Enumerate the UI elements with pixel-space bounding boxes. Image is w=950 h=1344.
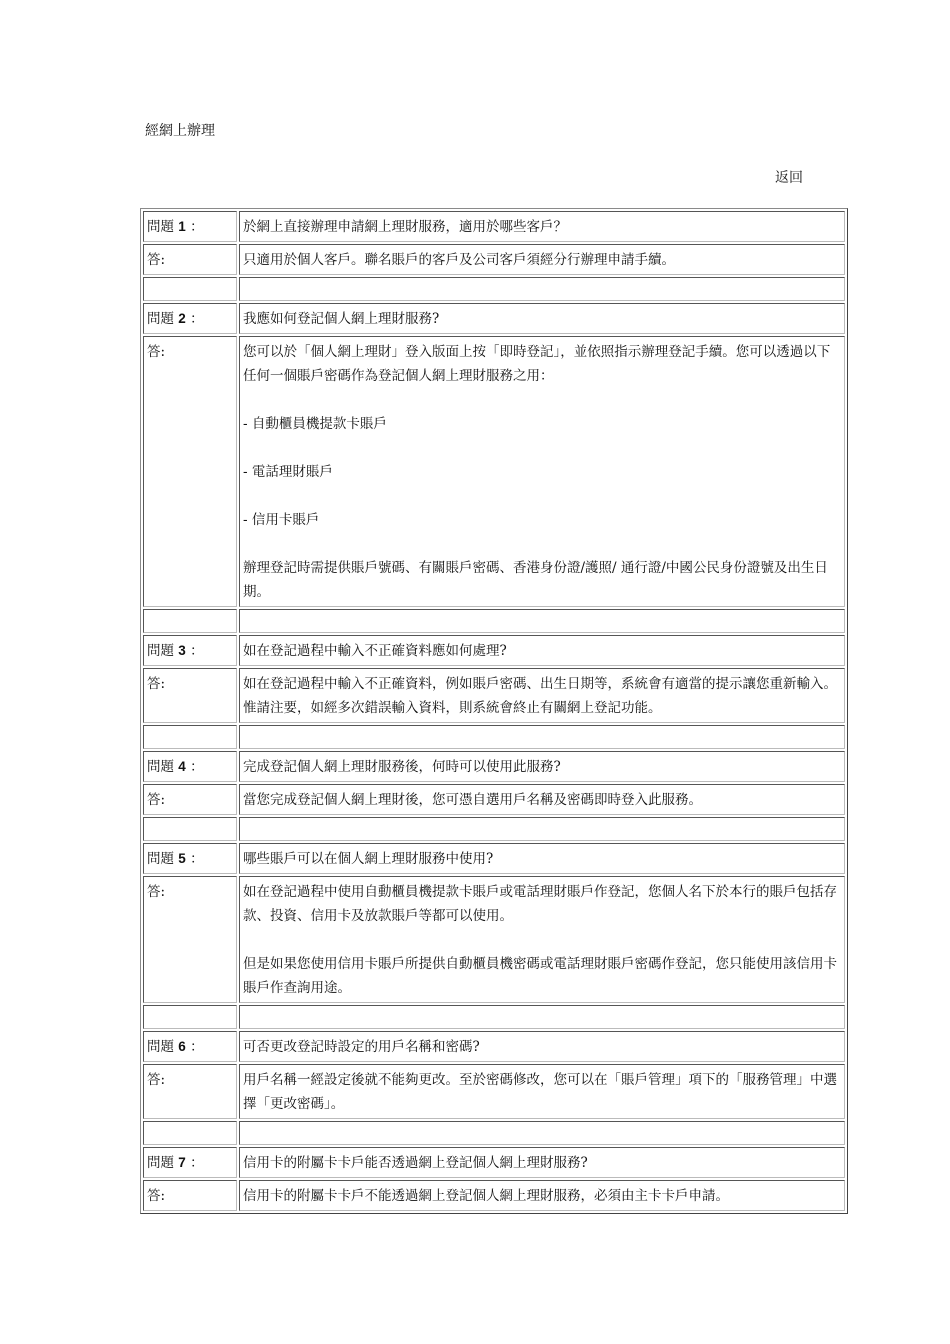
answer-cell <box>239 1180 845 1211</box>
question-label-cell <box>143 1031 237 1062</box>
spacer-cell <box>239 1005 845 1029</box>
question-number: 7 <box>178 1155 186 1170</box>
paragraph-gap <box>243 532 841 556</box>
question-text: 哪些賬戶可以在個人網上理財服務中使用? <box>239 843 845 874</box>
question-prefix: 問題 <box>147 1155 174 1171</box>
page-title: 經網上辦理 <box>145 123 215 139</box>
faq-table <box>140 208 848 1214</box>
answer-label: 答: <box>143 336 237 607</box>
question-prefix: 問題 <box>147 219 174 235</box>
answer-label: 答: <box>143 1180 237 1211</box>
spacer-cell <box>143 1121 237 1145</box>
answer-paragraph: 如在登記過程中輸入不正確資料，例如賬戶密碼、出生日期等，系統會有適當的提示讓您重新輸入。惟請注要，如經多次錯誤輸入資料，則系統會終止有關網上登記功能。 <box>243 676 837 716</box>
answer-paragraph: 您可以於「個人網上理財」登入版面上按「即時登記」，並依照指示辦理登記手續。您可以透過以下任何一個賬戶密碼作為登記個人網上理財服務之用： <box>243 344 831 384</box>
question-row <box>143 1031 845 1062</box>
answer-paragraph: 當您完成登記個人網上理財後，您可憑自選用戶名稱及密碼即時登入此服務。 <box>243 792 702 808</box>
spacer-row <box>143 277 845 301</box>
paragraph-gap <box>243 388 841 412</box>
answer-label: 答: <box>143 668 237 723</box>
answer-paragraph: - 電話理財賬戶 <box>243 464 333 480</box>
answer-row <box>143 244 845 275</box>
answer-paragraph: 辦理登記時需提供賬戶號碼、有關賬戶密碼、香港身份證/護照/ 通行證/中國公民身份證號及出生日期。 <box>243 560 828 600</box>
question-row <box>143 635 845 666</box>
spacer-row <box>143 1005 845 1029</box>
question-row <box>143 303 845 334</box>
spacer-row <box>143 1121 845 1145</box>
answer-cell <box>239 784 845 815</box>
answer-row <box>143 336 845 607</box>
answer-label: 答: <box>143 876 237 1003</box>
question-number: 4 <box>178 759 186 774</box>
question-prefix: 問題 <box>147 643 174 659</box>
question-number: 5 <box>178 851 186 866</box>
question-label-cell <box>143 843 237 874</box>
answer-cell <box>239 1064 845 1119</box>
answer-row <box>143 1064 845 1119</box>
spacer-cell <box>143 817 237 841</box>
question-text: 可否更改登記時設定的用戶名稱和密碼? <box>239 1031 845 1062</box>
question-number: 3 <box>178 643 186 658</box>
answer-label: 答: <box>143 244 237 275</box>
paragraph-gap <box>243 484 841 508</box>
question-label-cell <box>143 1147 237 1178</box>
answer-label: 答: <box>143 1064 237 1119</box>
answer-paragraph: - 自動櫃員機提款卡賬戶 <box>243 416 387 432</box>
answer-row <box>143 876 845 1003</box>
question-row <box>143 211 845 242</box>
question-colon: ： <box>190 311 204 327</box>
paragraph-gap <box>243 928 841 952</box>
spacer-row <box>143 725 845 749</box>
question-number: 1 <box>178 219 186 234</box>
answer-paragraph: 用戶名稱一經設定後就不能夠更改。至於密碼修改，您可以在「賬戶管理」項下的「服務管理」中選擇「更改密碼」。 <box>243 1072 837 1112</box>
spacer-cell <box>239 609 845 633</box>
question-text: 完成登記個人網上理財服務後，何時可以使用此服務? <box>239 751 845 782</box>
question-label-cell <box>143 635 237 666</box>
question-label-cell <box>143 751 237 782</box>
question-colon: ： <box>190 759 204 775</box>
question-number: 2 <box>178 311 186 326</box>
answer-cell <box>239 244 845 275</box>
answer-cell <box>239 668 845 723</box>
answer-label: 答: <box>143 784 237 815</box>
answer-cell <box>239 876 845 1003</box>
question-colon: ： <box>190 219 204 235</box>
question-prefix: 問題 <box>147 759 174 775</box>
question-row <box>143 843 845 874</box>
spacer-cell <box>143 277 237 301</box>
paragraph-gap <box>243 436 841 460</box>
spacer-cell <box>239 277 845 301</box>
spacer-cell <box>239 1121 845 1145</box>
question-text: 如在登記過程中輸入不正確資料應如何處理? <box>239 635 845 666</box>
answer-row <box>143 784 845 815</box>
question-text: 信用卡的附屬卡卡戶能否透過網上登記個人網上理財服務? <box>239 1147 845 1178</box>
question-label-cell <box>143 211 237 242</box>
question-text: 於網上直接辦理申請網上理財服務，適用於哪些客戶？ <box>239 211 845 242</box>
spacer-row <box>143 817 845 841</box>
question-label-cell <box>143 303 237 334</box>
spacer-cell <box>143 609 237 633</box>
question-prefix: 問題 <box>147 851 174 867</box>
answer-paragraph: 信用卡的附屬卡卡戶不能透過網上登記個人網上理財服務，必須由主卡卡戶申請。 <box>243 1188 729 1204</box>
question-prefix: 問題 <box>147 1039 174 1055</box>
question-colon: ： <box>190 1155 204 1171</box>
question-text: 我應如何登記個人網上理財服務? <box>239 303 845 334</box>
spacer-row <box>143 609 845 633</box>
answer-paragraph: 但是如果您使用信用卡賬戶所提供自動櫃員機密碼或電話理財賬戶密碼作登記，您只能使用該信用卡賬戶作查詢用途。 <box>243 956 837 996</box>
spacer-cell <box>239 817 845 841</box>
question-row <box>143 1147 845 1178</box>
answer-paragraph: - 信用卡賬戶 <box>243 512 320 528</box>
spacer-cell <box>143 1005 237 1029</box>
answer-paragraph: 只適用於個人客戶。聯名賬戶的客戶及公司客戶須經分行辦理申請手續。 <box>243 252 675 268</box>
answer-row <box>143 668 845 723</box>
question-row <box>143 751 845 782</box>
question-colon: ： <box>190 851 204 867</box>
back-link[interactable]: 返回 <box>775 170 803 186</box>
spacer-cell <box>239 725 845 749</box>
question-colon: ： <box>190 1039 204 1055</box>
answer-paragraph: 如在登記過程中使用自動櫃員機提款卡賬戶或電話理財賬戶作登記，您個人名下於本行的賬戶包括存款、投資、信用卡及放款賬戶等都可以使用。 <box>243 884 837 924</box>
answer-cell <box>239 336 845 607</box>
question-prefix: 問題 <box>147 311 174 327</box>
spacer-cell <box>143 725 237 749</box>
answer-row <box>143 1180 845 1211</box>
question-colon: ： <box>190 643 204 659</box>
question-number: 6 <box>178 1039 186 1054</box>
